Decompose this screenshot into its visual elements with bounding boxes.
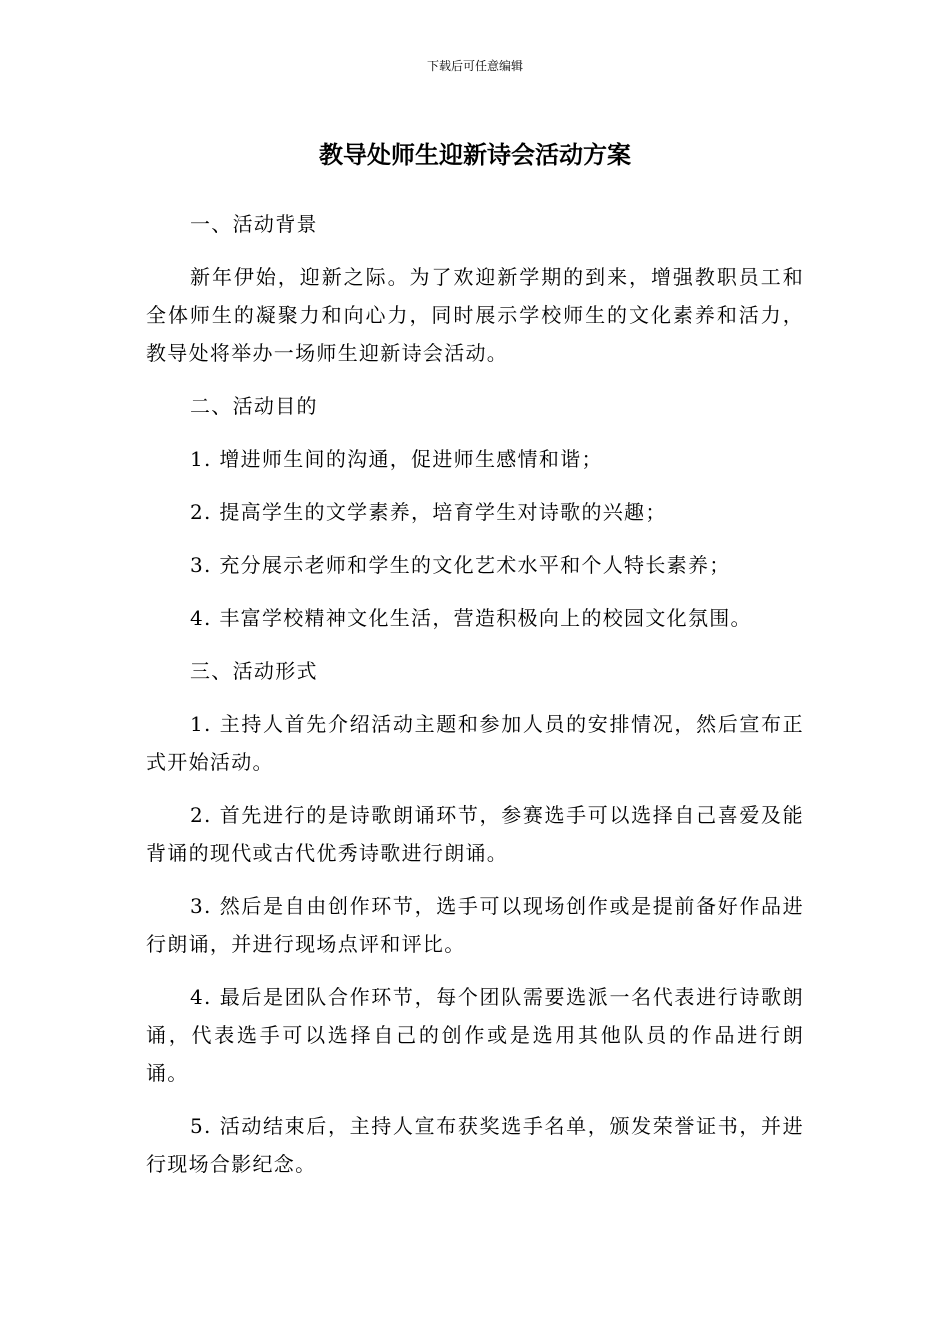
- list-item: 2. 首先进行的是诗歌朗诵环节，参赛选手可以选择自己喜爱及能背诵的现代或古代优秀诗歌进行朗诵。: [146, 803, 804, 865]
- list-item: 1. 增进师生间的沟通，促进师生感情和谐；: [190, 447, 603, 471]
- section-heading: 三、活动形式: [190, 659, 318, 683]
- list-item: 5. 活动结束后，主持人宣布获奖选手名单，颁发荣誉证书，并进行现场合影纪念。: [146, 1114, 804, 1176]
- header-note: 下载后可任意编辑: [426, 59, 523, 73]
- list-item: 2. 提高学生的文学素养，培育学生对诗歌的兴趣；: [190, 500, 667, 524]
- document-body: [146, 205, 804, 1198]
- list-item: 4. 丰富学校精神文化生活，营造积极向上的校园文化氛围。: [190, 606, 752, 630]
- paragraph: 新年伊始，迎新之际。为了欢迎新学期的到来，增强教职员工和全体师生的凝聚力和向心力，同时展示学校师生的文化素养和活力，教导处将举办一场师生迎新诗会活动。: [146, 265, 804, 365]
- list-item: 1. 主持人首先介绍活动主题和参加人员的安排情况，然后宣布正式开始活动。: [146, 712, 804, 774]
- section-heading: 二、活动目的: [190, 394, 318, 418]
- list-item: 3. 然后是自由创作环节，选手可以现场创作或是提前备好作品进行朗诵，并进行现场点评和评比。: [146, 894, 804, 956]
- list-item: 4. 最后是团队合作环节，每个团队需要选派一名代表进行诗歌朗诵，代表选手可以选择自己的创作或是选用其他队员的作品进行朗诵。: [146, 985, 804, 1085]
- section-purpose: [146, 387, 804, 637]
- section-format: [146, 652, 804, 1183]
- section-heading: 一、活动背景: [190, 212, 318, 236]
- section-background: [146, 205, 804, 372]
- document-title: 教导处师生迎新诗会活动方案: [319, 141, 631, 169]
- list-item: 3. 充分展示老师和学生的文化艺术水平和个人特长素养；: [190, 553, 731, 577]
